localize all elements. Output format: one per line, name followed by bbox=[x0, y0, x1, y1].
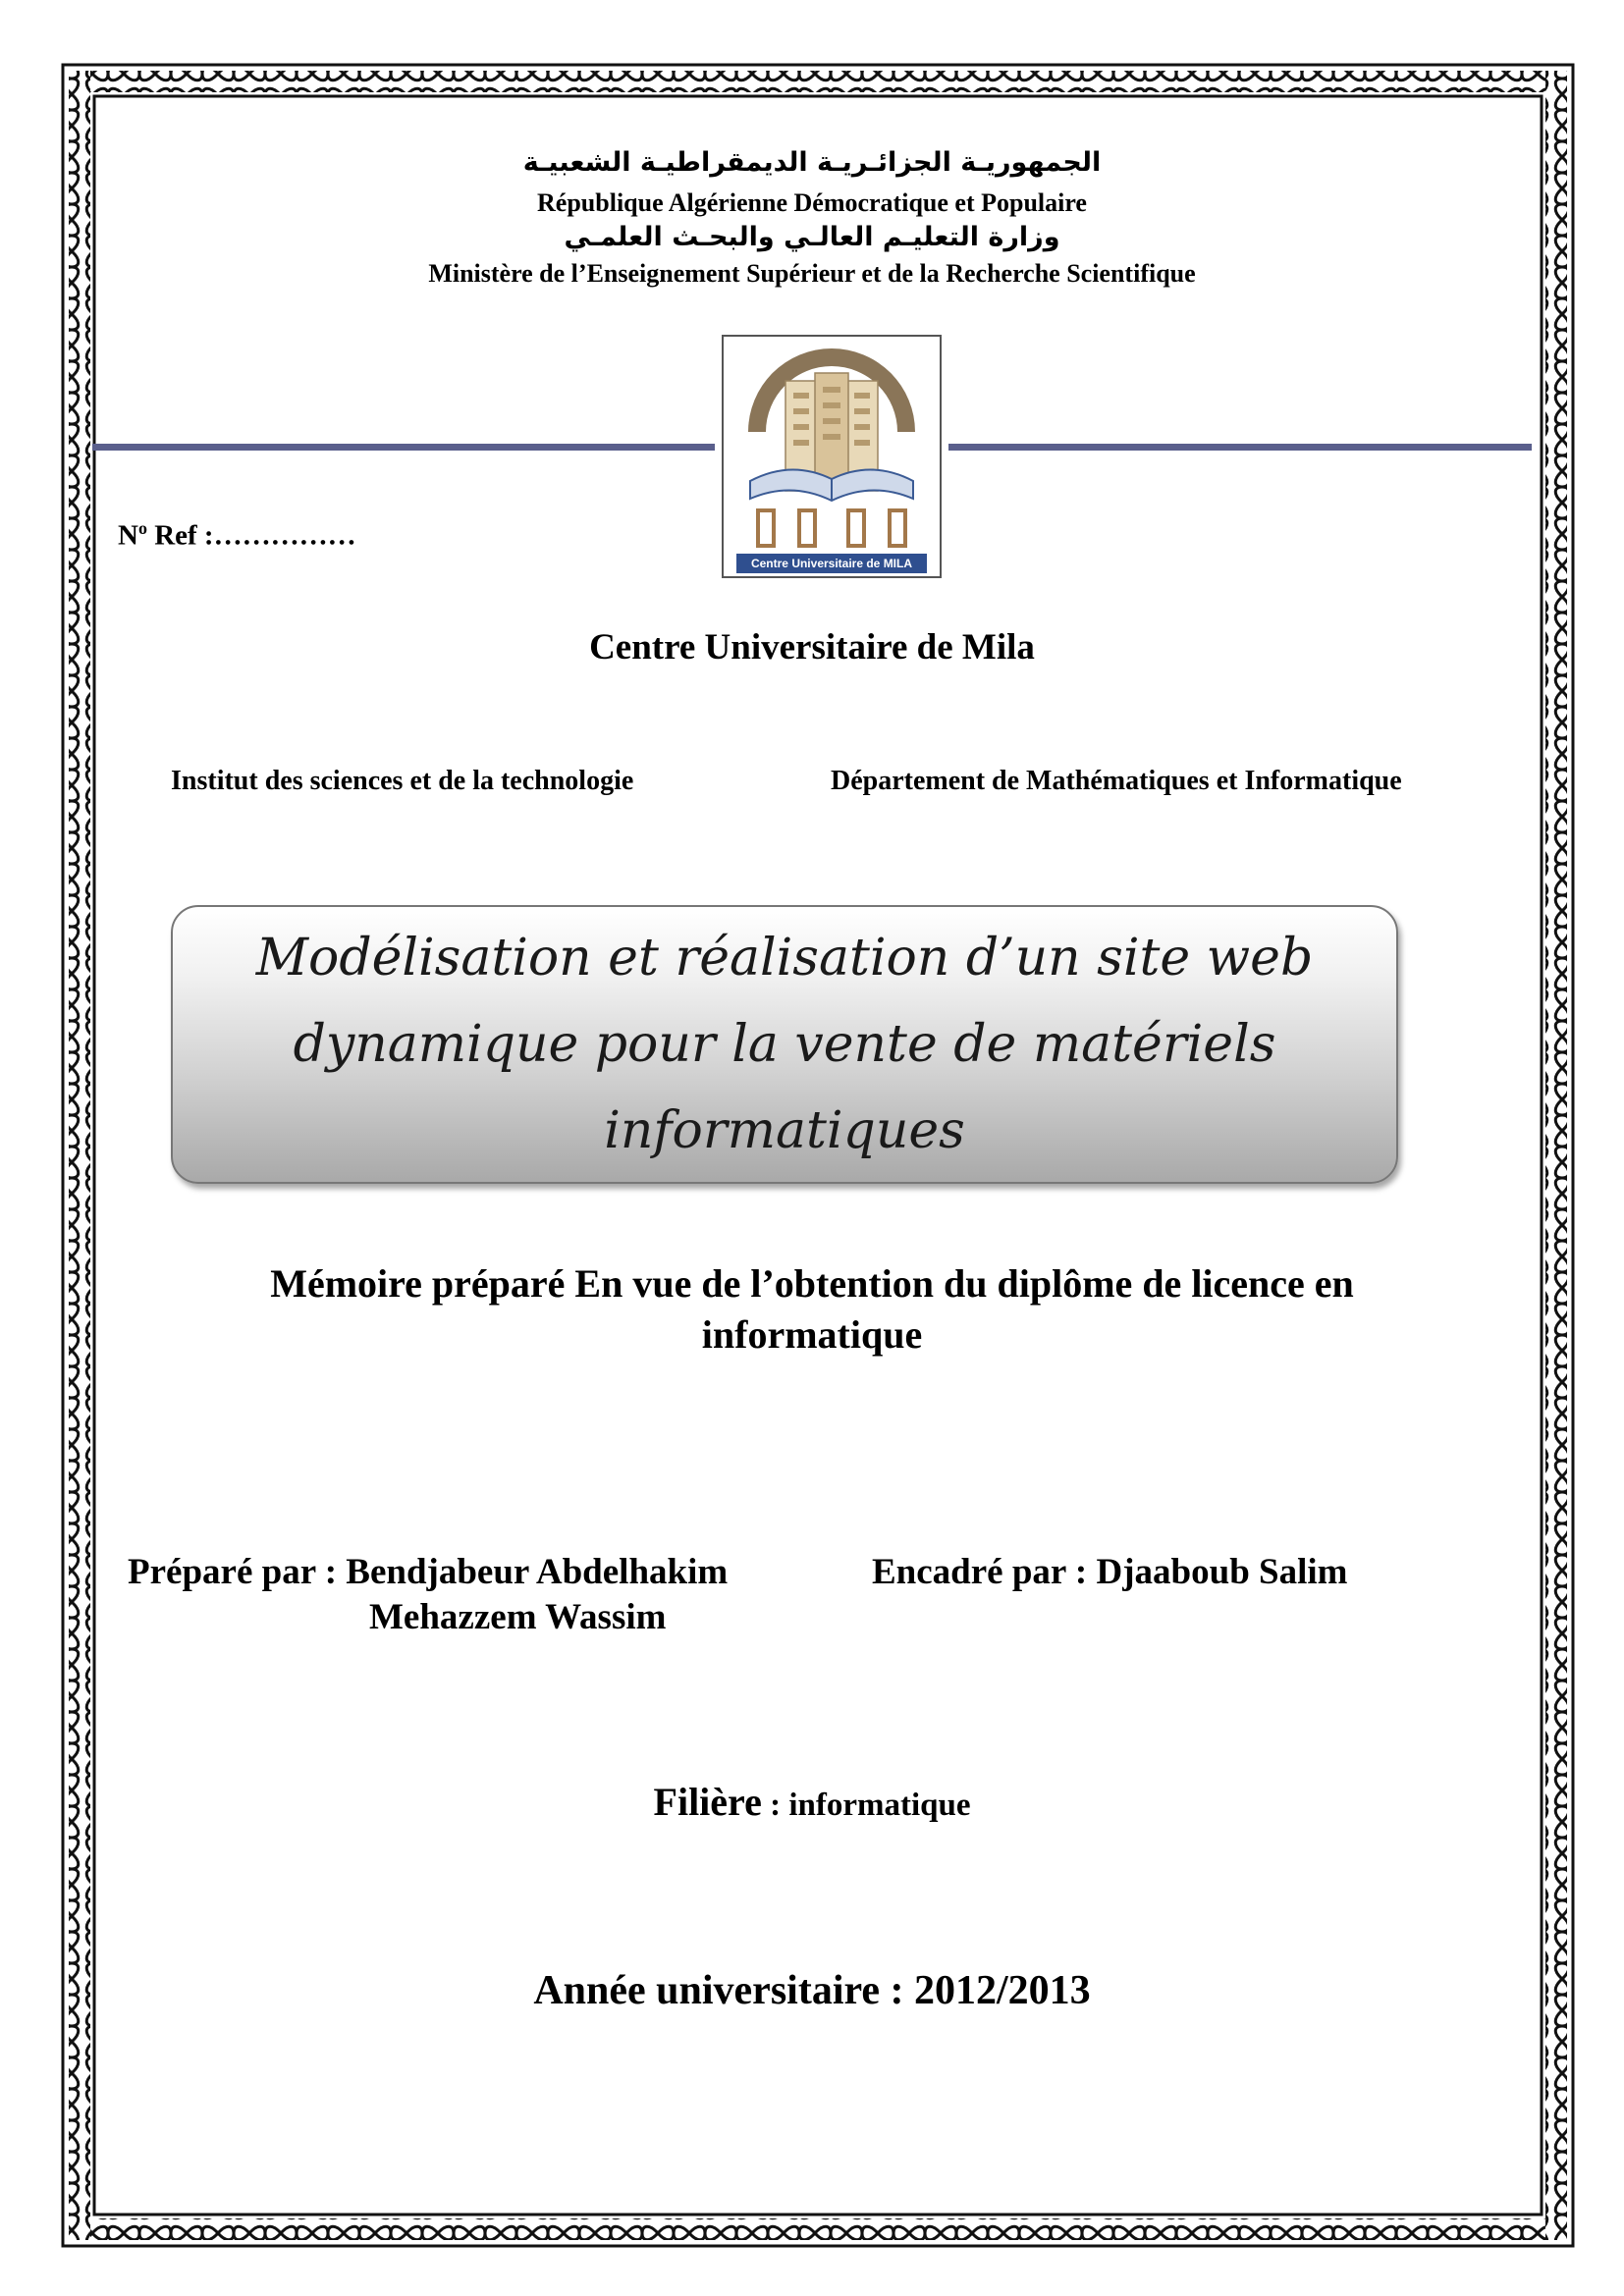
arabic-republic-heading: الجمهوريـة الجزائـريـة الديمقراطيـة الشعبيـة bbox=[522, 147, 1102, 178]
field-value: : informatique bbox=[761, 1788, 971, 1823]
department-name: Département de Mathématiques et Informatique bbox=[831, 766, 1402, 796]
republic-heading: République Algérienne Démocratique et Populaire bbox=[537, 188, 1087, 217]
supervised-by: Encadré par : Djaaboub Salim bbox=[872, 1552, 1348, 1592]
academic-year: Année universitaire : 2012/2013 bbox=[533, 1968, 1091, 2013]
ministry-heading: Ministère de l’Enseignement Supérieur et de la Recherche Scientifique bbox=[428, 259, 1196, 288]
purpose-line-2: informatique bbox=[701, 1312, 923, 1357]
reference-prefix: N bbox=[118, 519, 138, 552]
thesis-title: Modélisation et réalisation d’un site web dynamique pour la vente de matériels informatiques bbox=[255, 929, 1314, 1160]
logo-caption: Centre Universitaire de MILA bbox=[750, 557, 913, 570]
reference-number bbox=[118, 518, 356, 553]
university-logo bbox=[721, 334, 943, 579]
arabic-ministry-heading: وزارة التعليـم العالـي والبحـث العلمـي bbox=[564, 222, 1060, 252]
reference-superscript: o bbox=[137, 518, 147, 538]
thesis-title-box bbox=[171, 905, 1398, 1184]
purpose-line-1: Mémoire préparé En vue de l’obtention du diplôme de licence en bbox=[270, 1261, 1354, 1306]
second-author: Mehazzem Wassim bbox=[369, 1597, 667, 1637]
header-rule-right bbox=[948, 444, 1532, 451]
field-of-study bbox=[0, 1779, 1624, 1825]
institute-name: Institut des sciences et de la technologie bbox=[171, 766, 634, 796]
institution-name: Centre Universitaire de Mila bbox=[589, 627, 1035, 667]
reference-label: Ref :…………… bbox=[146, 519, 356, 552]
prepared-by: Préparé par : Bendjabeur Abdelhakim bbox=[128, 1552, 729, 1592]
header-rule-left bbox=[92, 444, 715, 451]
field-label: Filière bbox=[653, 1780, 762, 1824]
